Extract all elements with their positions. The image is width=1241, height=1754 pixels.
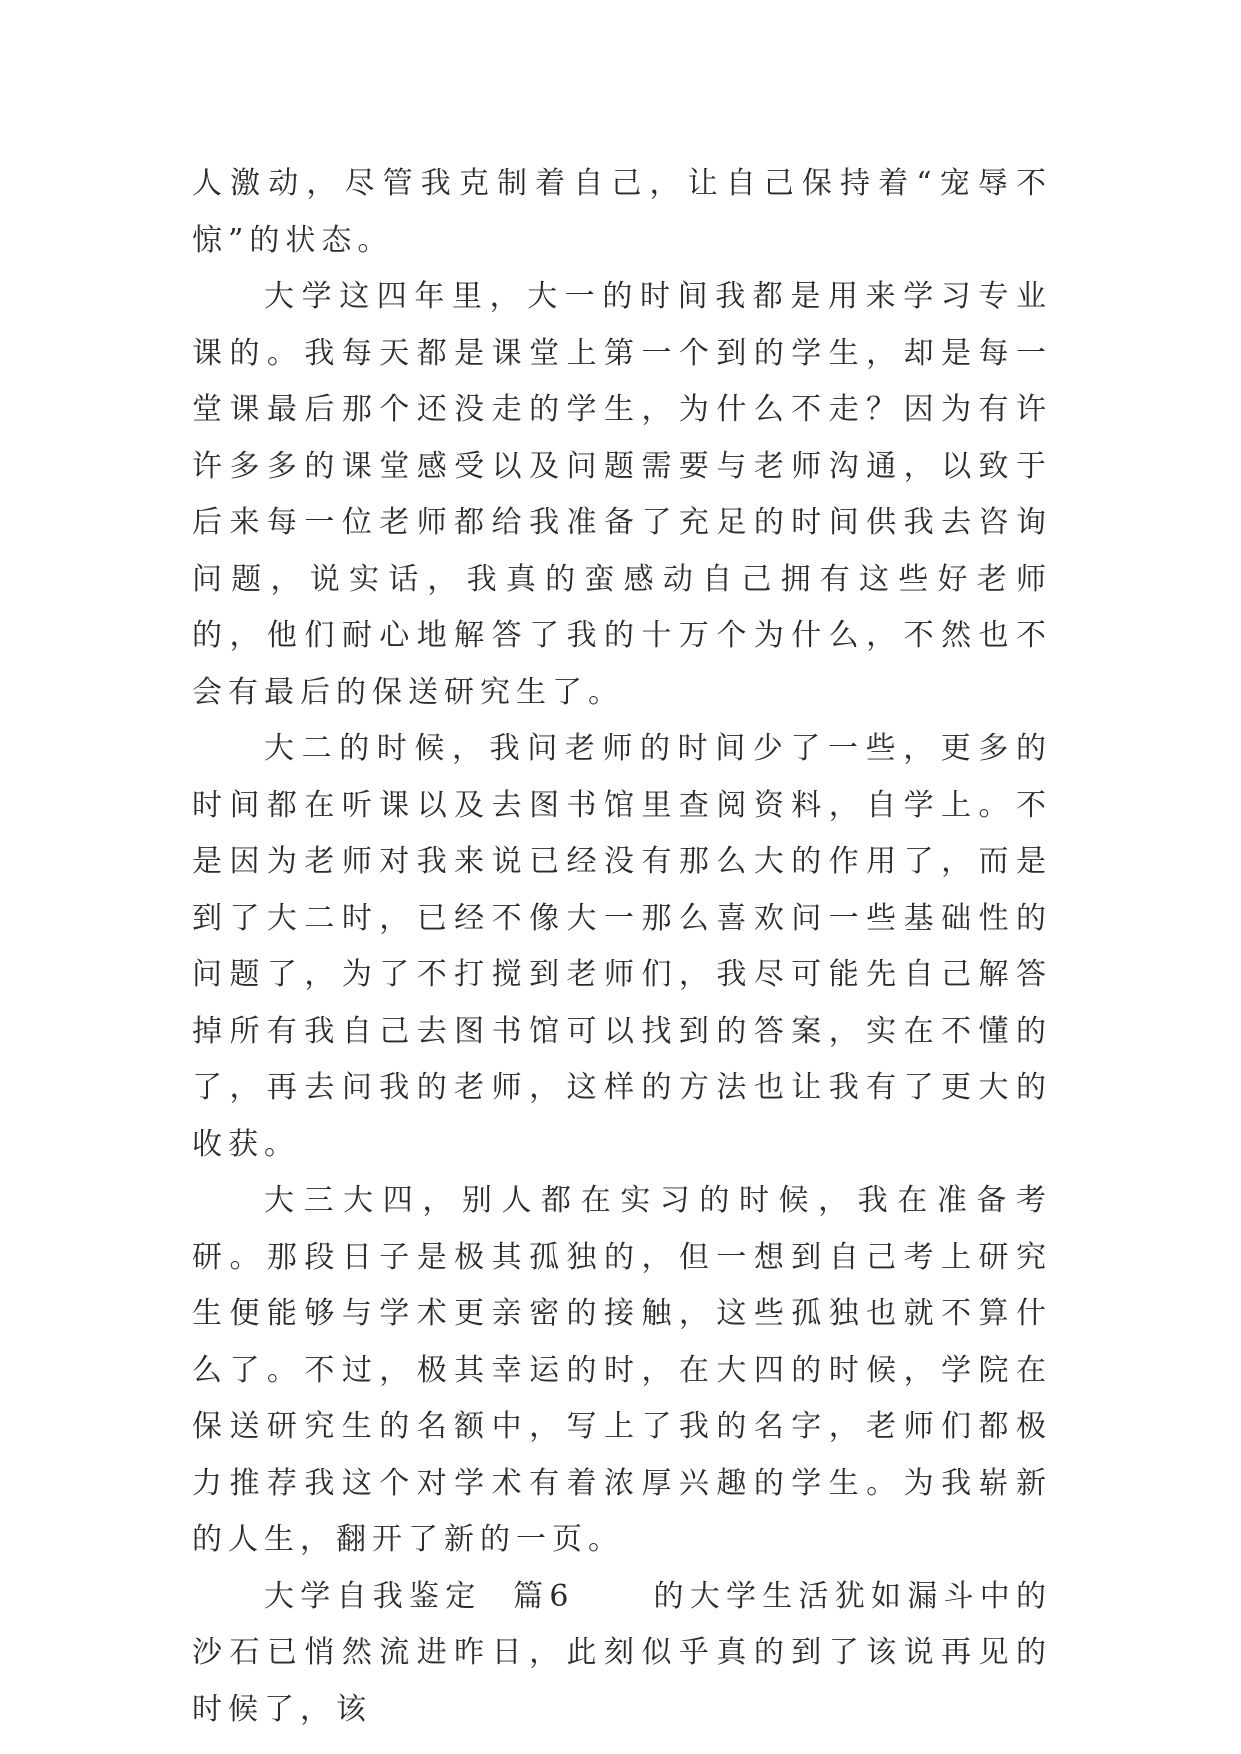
- paragraph-junior-senior-year: 大三大四，别人都在实习的时候，我在准备考研。那段日子是极其孤独的，但一想到自己考上研究生便能够与学术更亲密的接触，这些孤独也就不算什么了。不过，极其幸运的时，在大四的时候，学院在保送研究生的名额中，写上了我的名字，老师们都极力推荐我这个对学术有着浓厚兴趣的学生。为我崭新的人生，翻开了新的一页。: [192, 1183, 1052, 1557]
- paragraph-sophomore-year: 大二的时候，我问老师的时间少了一些，更多的时间都在听课以及去图书馆里查阅资料，自学上。不是因为老师对我来说已经没有那么大的作用了，而是到了大二时，已经不像大一那么喜欢问一些基础性的问题了，为了不打搅到老师们，我尽可能先自己解答掉所有我自己去图书馆可以找到的答案，实在不懂的了，再去问我的老师，这样的方法也让我有了更大的收获。: [192, 731, 1052, 1162]
- paragraph-section-6: [192, 1569, 1052, 1739]
- body-text: [192, 156, 1052, 1738]
- section-6-text: 的大学生活犹如漏斗中的沙石已悄然流进昨日，此刻似乎真的到了该说再见的时候了，该: [192, 1578, 1053, 1727]
- paragraph-continuation: 人激动，尽管我克制着自己，让自己保持着“宠辱不惊”的状态。: [192, 166, 1052, 258]
- paragraph-freshman-year: 大学这四年里，大一的时间我都是用来学习专业课的。我每天都是课堂上第一个到的学生，却是每一堂课最后那个还没走的学生，为什么不走？因为有许许多多的课堂感受以及问题需要与老师沟通，以致于后来每一位老师都给我准备了充足的时间供我去咨询问题，说实话，我真的蛮感动自己拥有这些好老师的，他们耐心地解答了我的十万个为什么，不然也不会有最后的保送研究生了。: [192, 279, 1052, 710]
- section-heading: 大学自我鉴定 篇6: [264, 1578, 654, 1614]
